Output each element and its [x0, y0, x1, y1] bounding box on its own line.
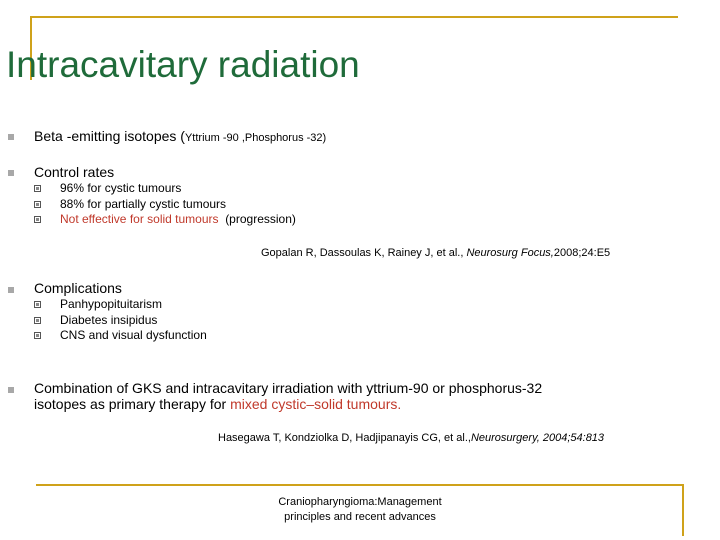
sub-bullet-cystic: 96% for cystic tumours [60, 181, 182, 195]
bullet-marker [8, 287, 14, 293]
bullet-beta-isotopes [34, 128, 326, 144]
citation-authors: Hasegawa T, Kondziolka D, Hadjipanayis CG, et al., [218, 432, 471, 444]
sub-bullet-marker [34, 201, 41, 208]
footer-line-2: principles and recent advances [284, 511, 436, 523]
footer-line-1: Craniopharyngioma:Management [278, 496, 442, 508]
citation-hasegawa [218, 432, 604, 444]
sub-bullet-marker [34, 301, 41, 308]
sub-bullet-marker [34, 185, 41, 192]
right-accent-line [682, 484, 684, 536]
sub-bullet-partially-cystic: 88% for partially cystic tumours [60, 197, 227, 211]
bullet-complications: Complications [34, 280, 122, 296]
bullet-combination-line2 [34, 396, 401, 412]
sub-bullet-marker [34, 332, 41, 339]
sub-bullet-solid [60, 212, 296, 226]
citation-journal: Neurosurg Focus, [466, 247, 554, 259]
sub-bullet-marker [34, 317, 41, 324]
bullet-marker [8, 170, 14, 176]
sub-bullet-marker [34, 216, 41, 223]
bullet-marker [8, 387, 14, 393]
citation-journal: Neurosurgery, 2004;54:813 [470, 432, 605, 444]
bullet-isotope-list: Yttrium -90 ,Phosphorus -32) [184, 132, 327, 144]
mixed-tumour-highlight: mixed cystic–solid tumours. [230, 396, 402, 412]
bottom-accent-line [36, 484, 684, 486]
slide-footer [240, 495, 480, 525]
bullet-text: Beta -emitting isotopes ( [34, 128, 185, 144]
bullet-control-rates: Control rates [34, 164, 115, 180]
bullet-marker [8, 134, 14, 140]
solid-tumour-highlight: Not effective for solid tumours [60, 212, 219, 226]
sub-bullet-cns: CNS and visual dysfunction [60, 328, 207, 342]
citation-authors: Gopalan R, Dassoulas K, Rainey J, et al., [261, 247, 467, 259]
combination-text: isotopes as primary therapy for [34, 396, 231, 412]
top-accent-line [30, 16, 678, 18]
citation-gopalan [261, 247, 610, 259]
slide-title: Intracavitary radiation [6, 44, 360, 85]
citation-year: 2008;24:E5 [553, 247, 611, 259]
sub-bullet-panhypopituitarism: Panhypopituitarism [60, 297, 163, 311]
progression-note: (progression) [225, 212, 296, 226]
bullet-combination-line1: Combination of GKS and intracavitary irradiation with yttrium-90 or phosphorus-32 [34, 380, 543, 396]
sub-bullet-diabetes: Diabetes insipidus [60, 313, 158, 327]
